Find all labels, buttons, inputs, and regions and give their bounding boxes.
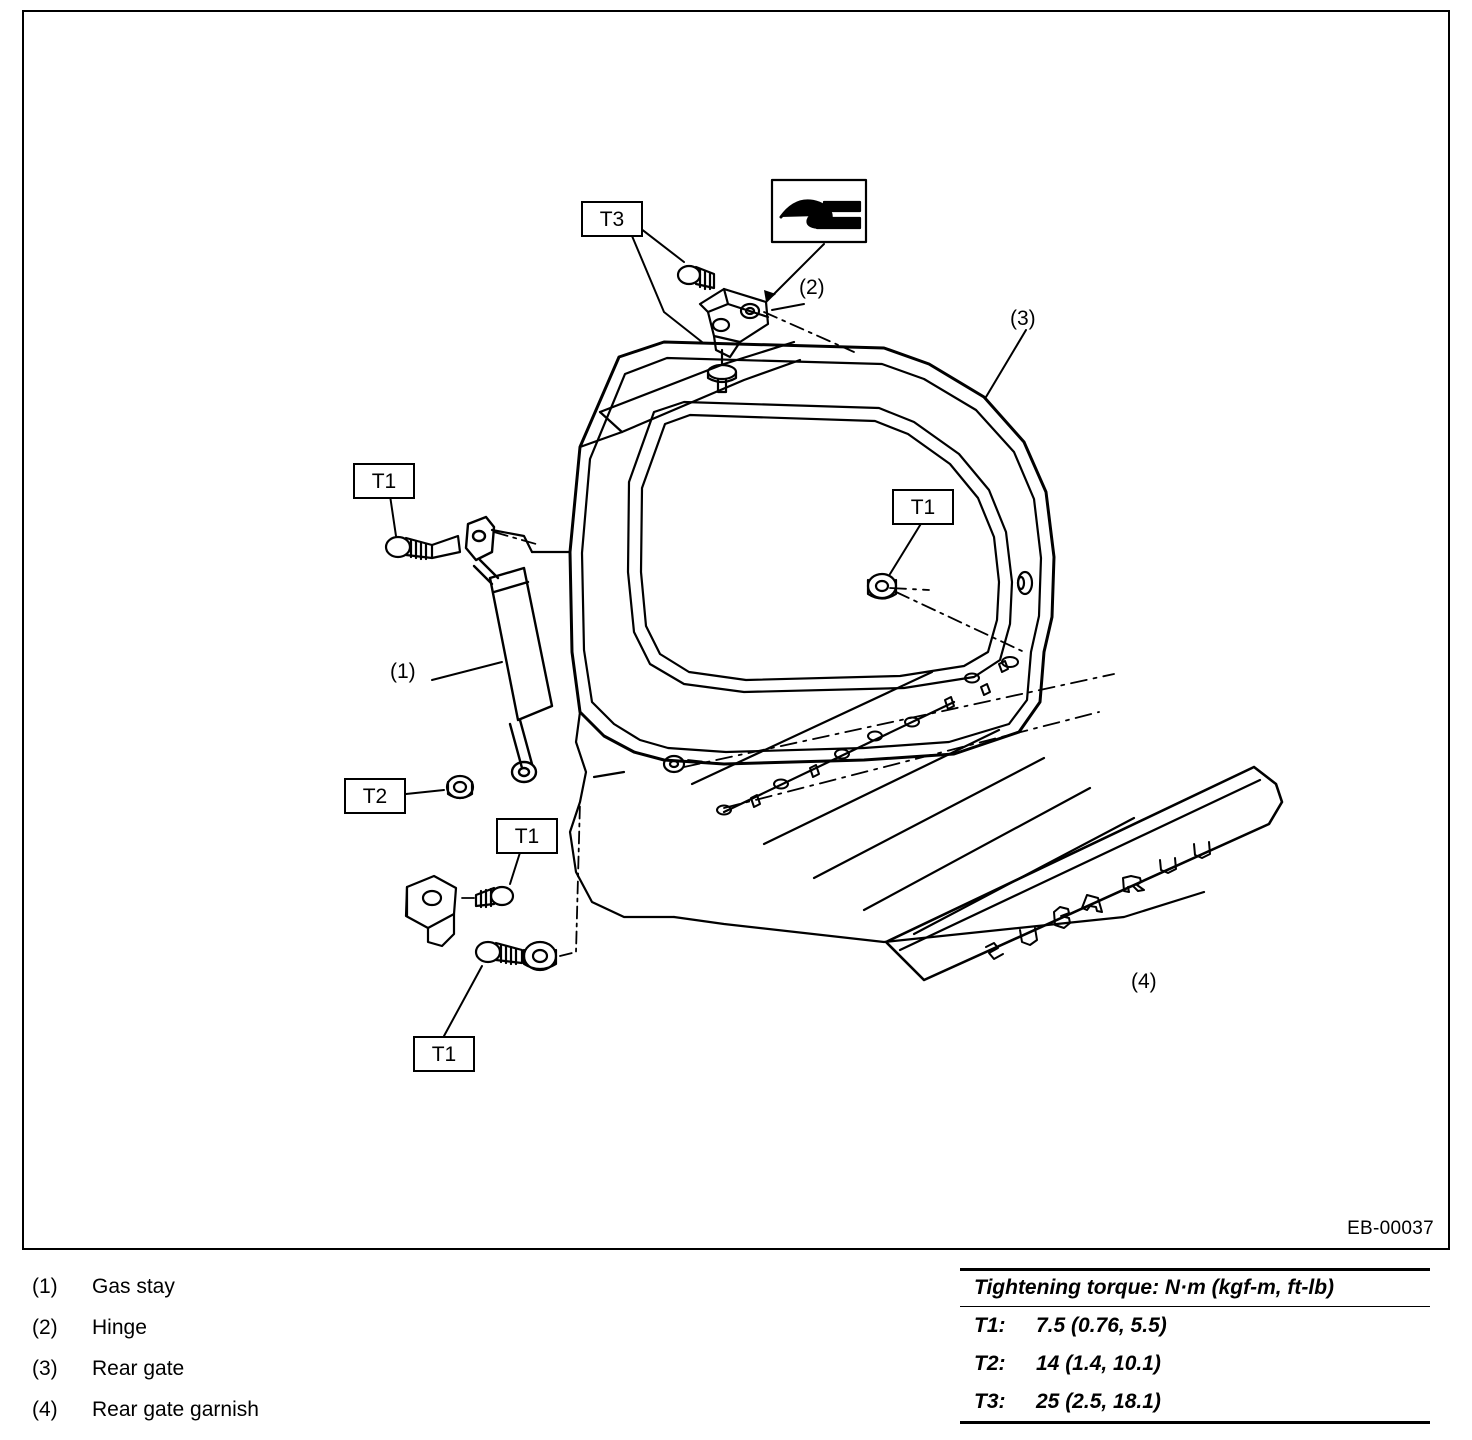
legend-label: Rear gate garnish: [92, 1398, 259, 1421]
legend-item: [24, 1275, 624, 1316]
part-callout-1: (1): [390, 660, 416, 683]
torque-key: T3:: [974, 1390, 1006, 1413]
torque-row: [960, 1383, 1430, 1424]
torque-table-title: Tightening torque: N·m (kgf-m, ft-lb): [960, 1268, 1430, 1307]
torque-value: 25 (2.5, 18.1): [1036, 1390, 1161, 1413]
legend-number: (3): [32, 1357, 58, 1380]
legend-number: (2): [32, 1316, 58, 1339]
callout-t2: T2: [344, 778, 406, 814]
legend-number: (4): [32, 1398, 58, 1421]
torque-key: T1:: [974, 1314, 1006, 1337]
legend-label: Gas stay: [92, 1275, 175, 1298]
torque-value: 14 (1.4, 10.1): [1036, 1352, 1161, 1375]
legend-label: Hinge: [92, 1316, 147, 1339]
callout-t1-left: T1: [353, 463, 415, 499]
callout-t3-top: T3: [581, 201, 643, 237]
callout-t1-bottom: T1: [413, 1036, 475, 1072]
figure-id: EB-00037: [1347, 1218, 1434, 1239]
legend-item: [24, 1357, 624, 1398]
tightening-torque-table: [960, 1268, 1430, 1424]
torque-value: 7.5 (0.76, 5.5): [1036, 1314, 1167, 1337]
legend-number: (1): [32, 1275, 58, 1298]
legend-item: [24, 1316, 624, 1357]
figure-frame: [22, 10, 1450, 1250]
legend-item: [24, 1398, 624, 1439]
torque-row: [960, 1345, 1430, 1383]
exploded-view-drawing: [24, 12, 1448, 1248]
parts-legend: [24, 1275, 624, 1439]
part-callout-3: (3): [1010, 307, 1036, 330]
part-callout-2: (2): [799, 276, 825, 299]
callout-t1-right: T1: [892, 489, 954, 525]
callout-t1-mid: T1: [496, 818, 558, 854]
torque-key: T2:: [974, 1352, 1006, 1375]
part-callout-4: (4): [1131, 970, 1157, 993]
torque-row: [960, 1307, 1430, 1345]
legend-label: Rear gate: [92, 1357, 185, 1380]
